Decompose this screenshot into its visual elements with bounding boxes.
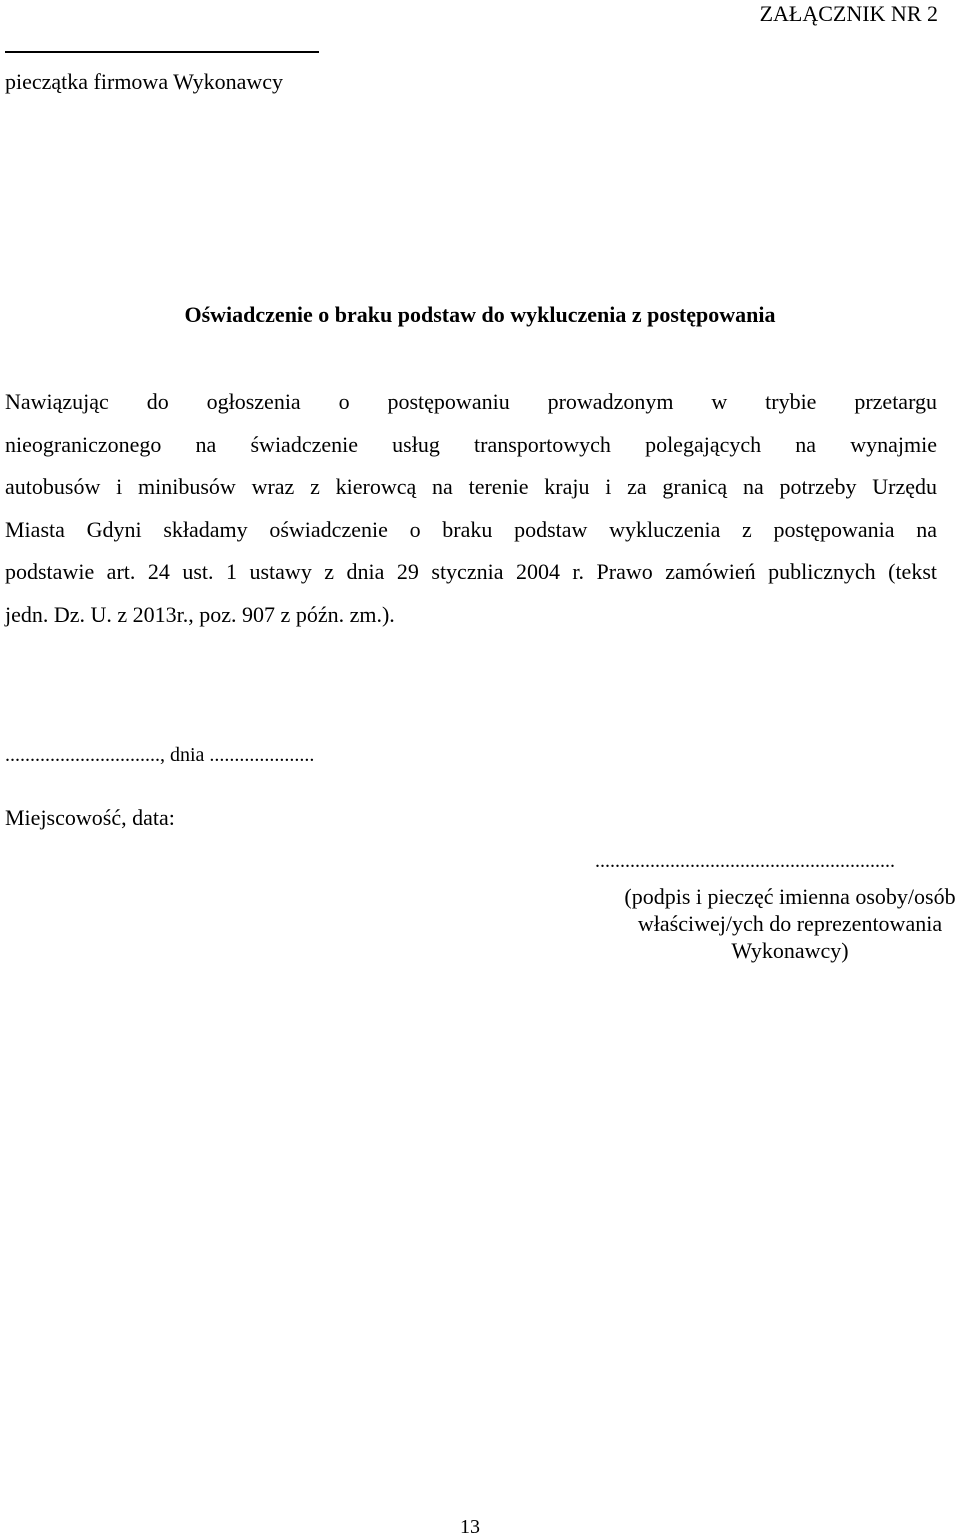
place-date-label: Miejscowość, data: [5, 805, 175, 830]
stamp-label: pieczątka firmowa Wykonawcy [5, 69, 284, 94]
place-date-field: ..............................., dnia ..................... [5, 744, 315, 766]
paragraph-line: Miasta Gdyni składamy oświadczenie o braku podstaw wykluczenia z postępowania na [5, 516, 937, 542]
paragraph-line: Nawiązując do ogłoszenia o postępowaniu prowadzonym w trybie przetargu [5, 389, 937, 414]
signature-caption-line: właściwej/ych do reprezentowania [637, 911, 943, 936]
page-number: 13 [460, 1516, 480, 1538]
paragraph-line: podstawie art. 24 ust. 1 ustawy z dnia 29 stycznia 2004 r. Prawo zamówień publicznych (tekst [5, 559, 937, 584]
signature-line: ............................................................ [595, 850, 895, 872]
signature-caption [600, 883, 960, 964]
paragraph-line: autobusów i minibusów wraz z kierowcą na terenie kraju i za granicą na potrzeby Urzędu [5, 474, 937, 499]
paragraph-line: jedn. Dz. U. z 2013r., poz. 907 z późn. zm.). [5, 601, 395, 627]
paragraph-line: nieograniczonego na świadczenie usług transportowych polegających na wynajmie [5, 431, 937, 457]
annex-label: ZAŁĄCZNIK NR 2 [759, 1, 938, 26]
signature-caption-line: Wykonawcy) [731, 938, 849, 963]
stamp-signature-line [5, 51, 319, 53]
document-title: Oświadczenie o braku podstaw do wykluczenia z postępowania [184, 302, 776, 327]
declaration-paragraph [5, 381, 937, 636]
signature-caption-line: (podpis i pieczęć imienna osoby/osób [624, 884, 956, 909]
